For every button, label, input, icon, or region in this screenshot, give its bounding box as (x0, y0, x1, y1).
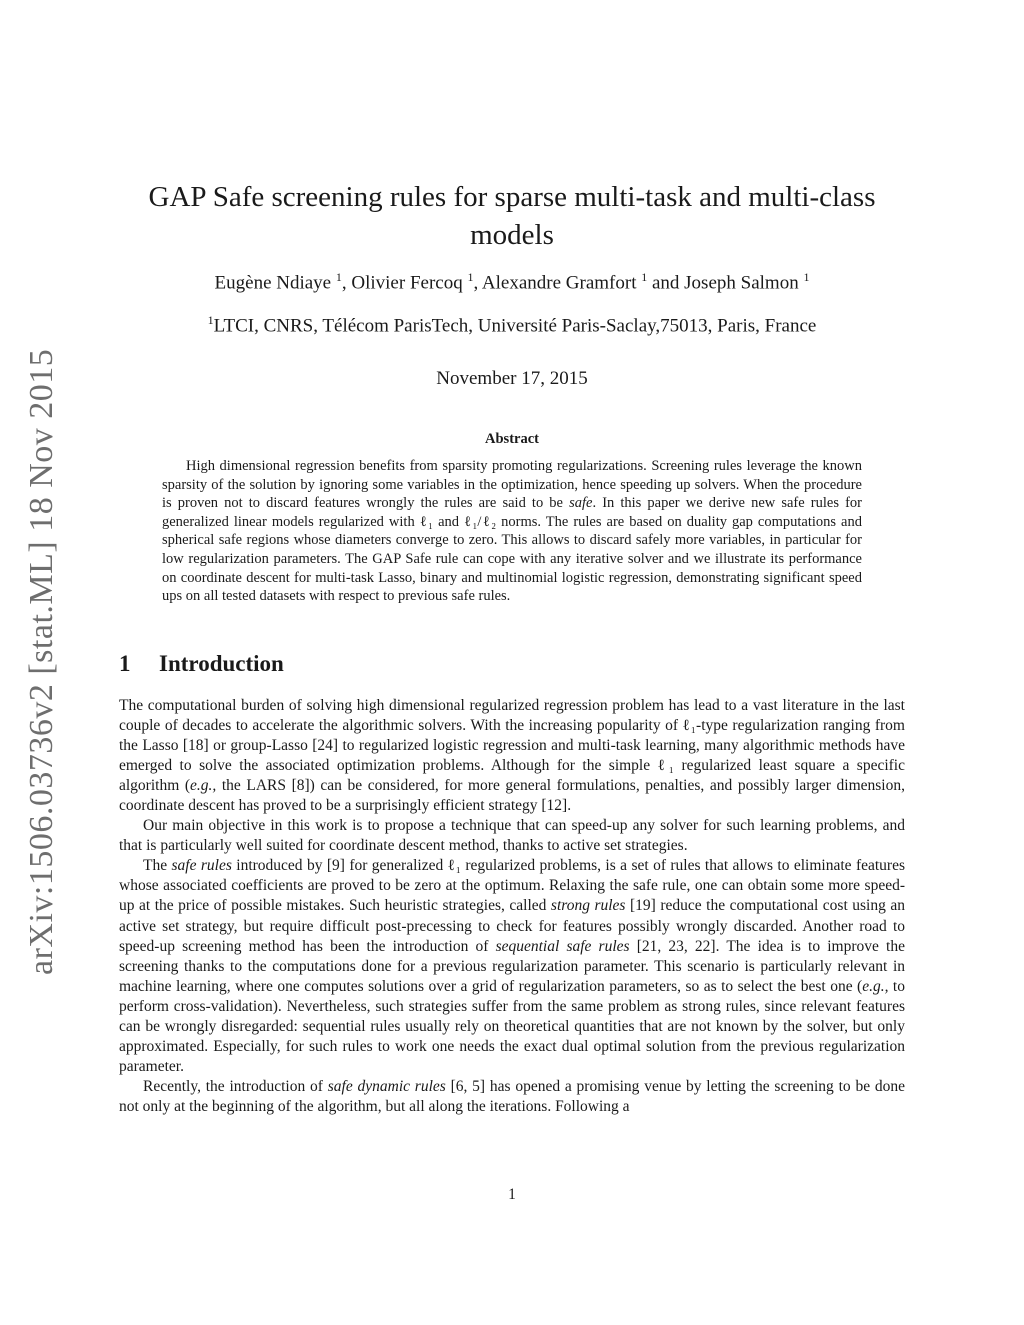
author-name: and Joseph Salmon (647, 272, 804, 294)
abstract-text: High dimensional regression benefits from sparsity promoting regularizations. Screening rules leverage the known sparsity of the solution by ignoring some variables in the optimization, hence speeding up solvers. When the procedure is proven not to discard features wrongly the rules are said to be (162, 458, 862, 512)
introduction-body (119, 696, 905, 1117)
section-title: Introduction (159, 651, 284, 676)
body-emphasis: safe dynamic rules (327, 1077, 446, 1095)
body-text: to perform cross-validation). Nevertheless, such strategies suffer from the same problem as strong rules, since relevant features can be wrongly disregarded: sequential rules usually rely on theoretical quantities that are not known by the solver, but only approximated. Especially, for such rules to work one needs the exact dual optimal solution from the previous regularization parameter. (119, 977, 905, 1075)
body-emphasis: sequential safe rules (495, 937, 630, 955)
paragraph (119, 816, 905, 856)
abstract-heading: Abstract (485, 431, 539, 447)
body-emphasis: e.g., (862, 977, 889, 995)
body-text: The computational burden of solving high dimensional regularized regression problem has lead to a vast literature in the last couple of decades to accelerate the algorithmic solvers. With the increasing popularity of ℓ₁-type regularization ranging from the Lasso [18] or group-Lasso [24] to regularized logistic regression and multi-task learning, many algorithmic methods have emerged to solve the associated optimization problems. Although for the simple ℓ₁ regularized least square a specific algorithm ( (119, 697, 905, 795)
body-text: [19] reduce the computational cost using an active set strategy, but require difficult post-precessing to check for features possibly wrongly discarded. Another road to speed-up screening method has been the introduction of (119, 897, 906, 955)
affiliation-mark: 1 (207, 313, 214, 327)
author-name: Eugène Ndiaye (214, 272, 336, 294)
affiliation-mark: 1 (641, 270, 648, 284)
author-list (110, 270, 914, 294)
affiliation-mark: 1 (467, 270, 474, 284)
affiliation-mark: 1 (335, 270, 342, 284)
arxiv-identifier: arXiv:1506.03736v2 [stat.ML] 18 Nov 2015 (23, 348, 60, 975)
body-text: [6, 5] has opened a promising venue by letting the screening to be done not only at the beginning of the algorithm, but all along the iterations. Following a (119, 1077, 905, 1115)
section-number: 1 (119, 651, 131, 676)
author-name: , Alexandre Gramfort (473, 272, 642, 294)
abstract-paragraph (162, 457, 862, 606)
body-emphasis: safe rules (171, 857, 232, 875)
paper-title: GAP Safe screening rules for sparse multi-task and multi-class models (148, 181, 876, 251)
page-number: 1 (508, 1186, 516, 1203)
abstract-text: . In this paper we derive new safe rules for generalized linear models regularized with ℓ₁ and ℓ₁/ℓ₂ norms. The rules are based on duality gap computations and spherical safe regions whose diameters converge to zero. This allows to discard safely more variables, in particular for low regularization parameters. The GAP Safe rule can cope with any iterative solver and we illustrate its performance on coordinate descent for multi-task Lasso, binary and multinomial logistic regression, demonstrating significant speed ups on all tested datasets with respect to previous safe rules. (162, 495, 862, 605)
paragraph (119, 696, 905, 816)
author-name: , Olivier Fercoq (341, 272, 468, 294)
affiliation-mark: 1 (803, 270, 810, 284)
body-text: The (143, 857, 172, 875)
body-emphasis: e.g., (190, 777, 217, 795)
body-emphasis: strong rules (550, 897, 626, 915)
paragraph (119, 1077, 905, 1117)
affiliation-text: LTCI, CNRS, Télécom ParisTech, Université Paris-Saclay,75013, Paris, France (213, 315, 817, 337)
body-text: [21, 23, 22]. The idea is to improve the screening thanks to the computations done for a previous regularization parameter. This scenario is particularly relevant in machine learning, where one computes solutions over a grid of regularization parameters, so as to select the best one ( (119, 937, 905, 995)
paragraph (119, 856, 905, 1077)
body-text: introduced by [9] for generalized ℓ₁ regularized problems, is a set of rules that allows to eliminate features whose associated coefficients are proved to be zero at the optimum. Relaxing the safe rule, one can obtain some more speed-up at the price of possible mistakes. Such heuristic strategies, called (119, 857, 905, 915)
body-text: Recently, the introduction of (143, 1077, 328, 1095)
publication-date: November 17, 2015 (436, 368, 588, 389)
affiliation (110, 313, 914, 337)
body-text: Our main objective in this work is to propose a technique that can speed-up any solver for such learning problems, and that is particularly well suited for coordinate descent method, thanks to active set strategies. (119, 817, 905, 855)
abstract-body (162, 457, 862, 606)
section-heading (119, 651, 284, 677)
body-text: the LARS [8]) can be considered, for more general formulations, penalties, and possibly larger dimension, coordinate descent has proved to be a surprisingly efficient strategy [12]. (119, 777, 905, 815)
abstract-emphasis: safe (569, 495, 593, 512)
